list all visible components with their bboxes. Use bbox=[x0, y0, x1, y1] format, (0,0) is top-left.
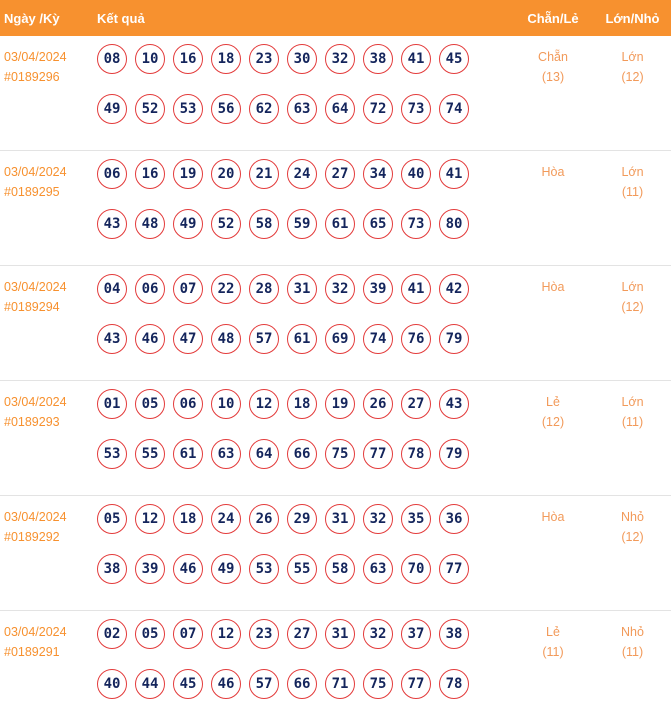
big-small-count: (12) bbox=[621, 70, 644, 84]
number-ball: 31 bbox=[325, 619, 355, 649]
draw-date: 03/04/2024 bbox=[4, 625, 67, 639]
header-result: Kết quả bbox=[97, 10, 145, 26]
number-ball: 12 bbox=[211, 619, 241, 649]
number-ball: 46 bbox=[173, 554, 203, 584]
ball-line bbox=[97, 439, 500, 469]
number-ball: 02 bbox=[97, 619, 127, 649]
number-ball: 06 bbox=[173, 389, 203, 419]
number-ball: 57 bbox=[249, 669, 279, 699]
big-small-cell bbox=[600, 151, 671, 265]
table-header bbox=[0, 0, 671, 36]
number-ball: 05 bbox=[135, 619, 165, 649]
big-small-count: (11) bbox=[621, 645, 644, 659]
ball-line bbox=[97, 94, 500, 124]
number-ball: 53 bbox=[249, 554, 279, 584]
number-ball: 61 bbox=[325, 209, 355, 239]
draw-date: 03/04/2024 bbox=[4, 395, 67, 409]
even-odd-value: Hòa bbox=[541, 510, 565, 524]
big-small-count: (11) bbox=[621, 415, 644, 429]
ball-line bbox=[97, 554, 500, 584]
number-ball: 41 bbox=[401, 44, 431, 74]
number-ball: 39 bbox=[363, 274, 393, 304]
even-odd-value: Chẵn bbox=[538, 50, 568, 64]
number-ball: 56 bbox=[211, 94, 241, 124]
result-cell bbox=[97, 611, 500, 712]
draw-period: #0189296 bbox=[4, 70, 60, 84]
table-body bbox=[0, 36, 671, 712]
number-ball: 43 bbox=[97, 209, 127, 239]
number-ball: 08 bbox=[97, 44, 127, 74]
result-cell bbox=[97, 151, 500, 265]
number-ball: 53 bbox=[173, 94, 203, 124]
number-ball: 05 bbox=[97, 504, 127, 534]
draw-period: #0189294 bbox=[4, 300, 60, 314]
number-ball: 52 bbox=[135, 94, 165, 124]
result-cell bbox=[97, 496, 500, 610]
number-ball: 24 bbox=[287, 159, 317, 189]
number-ball: 47 bbox=[173, 324, 203, 354]
big-small-cell bbox=[600, 611, 671, 712]
number-ball: 20 bbox=[211, 159, 241, 189]
number-ball: 31 bbox=[287, 274, 317, 304]
date-period-cell bbox=[0, 381, 97, 495]
number-ball: 66 bbox=[287, 669, 317, 699]
big-small-value: Lớn bbox=[621, 50, 644, 64]
number-ball: 40 bbox=[97, 669, 127, 699]
number-ball: 64 bbox=[325, 94, 355, 124]
number-ball: 45 bbox=[439, 44, 469, 74]
number-ball: 05 bbox=[135, 389, 165, 419]
number-ball: 77 bbox=[401, 669, 431, 699]
ball-line bbox=[97, 389, 500, 419]
number-ball: 06 bbox=[135, 274, 165, 304]
number-ball: 69 bbox=[325, 324, 355, 354]
header-even-odd: Chẵn/Lẻ bbox=[527, 10, 579, 26]
number-ball: 49 bbox=[97, 94, 127, 124]
even-odd-value: Hòa bbox=[541, 165, 565, 179]
number-ball: 23 bbox=[249, 619, 279, 649]
number-ball: 75 bbox=[363, 669, 393, 699]
number-ball: 61 bbox=[287, 324, 317, 354]
even-odd-cell bbox=[500, 381, 600, 495]
number-ball: 70 bbox=[401, 554, 431, 584]
even-odd-cell bbox=[500, 266, 600, 380]
ball-line bbox=[97, 324, 500, 354]
number-ball: 46 bbox=[135, 324, 165, 354]
number-ball: 59 bbox=[287, 209, 317, 239]
date-period-cell bbox=[0, 496, 97, 610]
even-odd-cell bbox=[500, 496, 600, 610]
number-ball: 79 bbox=[439, 439, 469, 469]
table-row bbox=[0, 496, 671, 611]
date-period-cell bbox=[0, 151, 97, 265]
number-ball: 78 bbox=[401, 439, 431, 469]
number-ball: 66 bbox=[287, 439, 317, 469]
number-ball: 10 bbox=[211, 389, 241, 419]
table-row bbox=[0, 381, 671, 496]
number-ball: 48 bbox=[211, 324, 241, 354]
big-small-cell bbox=[600, 496, 671, 610]
ball-line bbox=[97, 504, 500, 534]
number-ball: 53 bbox=[97, 439, 127, 469]
table-row bbox=[0, 36, 671, 151]
draw-period: #0189292 bbox=[4, 530, 60, 544]
number-ball: 64 bbox=[249, 439, 279, 469]
result-cell bbox=[97, 381, 500, 495]
number-ball: 63 bbox=[287, 94, 317, 124]
date-period-cell bbox=[0, 36, 97, 150]
number-ball: 18 bbox=[173, 504, 203, 534]
number-ball: 76 bbox=[401, 324, 431, 354]
draw-date: 03/04/2024 bbox=[4, 165, 67, 179]
even-odd-value: Hòa bbox=[541, 280, 565, 294]
number-ball: 10 bbox=[135, 44, 165, 74]
even-odd-value: Lẻ bbox=[546, 625, 560, 639]
number-ball: 32 bbox=[325, 274, 355, 304]
even-odd-count: (13) bbox=[541, 70, 565, 84]
date-period-cell bbox=[0, 611, 97, 712]
result-cell bbox=[97, 36, 500, 150]
number-ball: 52 bbox=[211, 209, 241, 239]
number-ball: 58 bbox=[325, 554, 355, 584]
big-small-value: Nhỏ bbox=[621, 625, 644, 639]
number-ball: 16 bbox=[135, 159, 165, 189]
number-ball: 63 bbox=[363, 554, 393, 584]
number-ball: 31 bbox=[325, 504, 355, 534]
number-ball: 78 bbox=[439, 669, 469, 699]
number-ball: 38 bbox=[439, 619, 469, 649]
big-small-cell bbox=[600, 266, 671, 380]
big-small-cell bbox=[600, 36, 671, 150]
number-ball: 62 bbox=[249, 94, 279, 124]
number-ball: 55 bbox=[135, 439, 165, 469]
even-odd-count: (11) bbox=[542, 645, 564, 659]
number-ball: 43 bbox=[439, 389, 469, 419]
number-ball: 80 bbox=[439, 209, 469, 239]
even-odd-count: (12) bbox=[541, 415, 565, 429]
table-row bbox=[0, 266, 671, 381]
table-row bbox=[0, 611, 671, 712]
number-ball: 32 bbox=[325, 44, 355, 74]
number-ball: 49 bbox=[211, 554, 241, 584]
ball-line bbox=[97, 274, 500, 304]
number-ball: 57 bbox=[249, 324, 279, 354]
number-ball: 77 bbox=[439, 554, 469, 584]
number-ball: 77 bbox=[363, 439, 393, 469]
header-date-period: Ngày /Kỳ bbox=[4, 10, 60, 26]
number-ball: 06 bbox=[97, 159, 127, 189]
number-ball: 41 bbox=[439, 159, 469, 189]
number-ball: 07 bbox=[173, 274, 203, 304]
number-ball: 49 bbox=[173, 209, 203, 239]
ball-line bbox=[97, 669, 500, 699]
number-ball: 30 bbox=[287, 44, 317, 74]
number-ball: 12 bbox=[249, 389, 279, 419]
number-ball: 19 bbox=[325, 389, 355, 419]
number-ball: 16 bbox=[173, 44, 203, 74]
even-odd-value: Lẻ bbox=[546, 395, 560, 409]
number-ball: 19 bbox=[173, 159, 203, 189]
number-ball: 12 bbox=[135, 504, 165, 534]
number-ball: 73 bbox=[401, 94, 431, 124]
draw-date: 03/04/2024 bbox=[4, 50, 67, 64]
draw-period: #0189291 bbox=[4, 645, 60, 659]
number-ball: 27 bbox=[325, 159, 355, 189]
number-ball: 65 bbox=[363, 209, 393, 239]
big-small-count: (12) bbox=[621, 530, 644, 544]
number-ball: 35 bbox=[401, 504, 431, 534]
number-ball: 73 bbox=[401, 209, 431, 239]
number-ball: 18 bbox=[287, 389, 317, 419]
number-ball: 23 bbox=[249, 44, 279, 74]
number-ball: 34 bbox=[363, 159, 393, 189]
date-period-cell bbox=[0, 266, 97, 380]
number-ball: 72 bbox=[363, 94, 393, 124]
number-ball: 40 bbox=[401, 159, 431, 189]
number-ball: 04 bbox=[97, 274, 127, 304]
number-ball: 29 bbox=[287, 504, 317, 534]
big-small-value: Lớn bbox=[621, 395, 644, 409]
number-ball: 18 bbox=[211, 44, 241, 74]
draw-period: #0189295 bbox=[4, 185, 60, 199]
number-ball: 21 bbox=[249, 159, 279, 189]
number-ball: 38 bbox=[97, 554, 127, 584]
number-ball: 28 bbox=[249, 274, 279, 304]
ball-line bbox=[97, 159, 500, 189]
big-small-value: Lớn bbox=[621, 280, 644, 294]
even-odd-cell bbox=[500, 611, 600, 712]
draw-date: 03/04/2024 bbox=[4, 510, 67, 524]
header-big-small: Lớn/Nhỏ bbox=[605, 10, 660, 26]
ball-line bbox=[97, 619, 500, 649]
draw-period: #0189293 bbox=[4, 415, 60, 429]
number-ball: 55 bbox=[287, 554, 317, 584]
big-small-count: (11) bbox=[621, 185, 644, 199]
ball-line bbox=[97, 209, 500, 239]
number-ball: 37 bbox=[401, 619, 431, 649]
ball-line bbox=[97, 44, 500, 74]
number-ball: 26 bbox=[249, 504, 279, 534]
number-ball: 44 bbox=[135, 669, 165, 699]
big-small-cell bbox=[600, 381, 671, 495]
number-ball: 46 bbox=[211, 669, 241, 699]
number-ball: 71 bbox=[325, 669, 355, 699]
number-ball: 27 bbox=[287, 619, 317, 649]
result-cell bbox=[97, 266, 500, 380]
big-small-value: Nhỏ bbox=[621, 510, 644, 524]
number-ball: 45 bbox=[173, 669, 203, 699]
number-ball: 26 bbox=[363, 389, 393, 419]
number-ball: 32 bbox=[363, 504, 393, 534]
number-ball: 42 bbox=[439, 274, 469, 304]
number-ball: 79 bbox=[439, 324, 469, 354]
number-ball: 61 bbox=[173, 439, 203, 469]
number-ball: 32 bbox=[363, 619, 393, 649]
number-ball: 58 bbox=[249, 209, 279, 239]
number-ball: 38 bbox=[363, 44, 393, 74]
big-small-value: Lớn bbox=[621, 165, 644, 179]
number-ball: 22 bbox=[211, 274, 241, 304]
number-ball: 07 bbox=[173, 619, 203, 649]
even-odd-cell bbox=[500, 151, 600, 265]
number-ball: 63 bbox=[211, 439, 241, 469]
number-ball: 01 bbox=[97, 389, 127, 419]
number-ball: 27 bbox=[401, 389, 431, 419]
number-ball: 36 bbox=[439, 504, 469, 534]
draw-date: 03/04/2024 bbox=[4, 280, 67, 294]
even-odd-cell bbox=[500, 36, 600, 150]
number-ball: 39 bbox=[135, 554, 165, 584]
number-ball: 75 bbox=[325, 439, 355, 469]
table-row bbox=[0, 151, 671, 266]
number-ball: 43 bbox=[97, 324, 127, 354]
number-ball: 74 bbox=[439, 94, 469, 124]
big-small-count: (12) bbox=[621, 300, 644, 314]
number-ball: 48 bbox=[135, 209, 165, 239]
number-ball: 74 bbox=[363, 324, 393, 354]
number-ball: 24 bbox=[211, 504, 241, 534]
number-ball: 41 bbox=[401, 274, 431, 304]
